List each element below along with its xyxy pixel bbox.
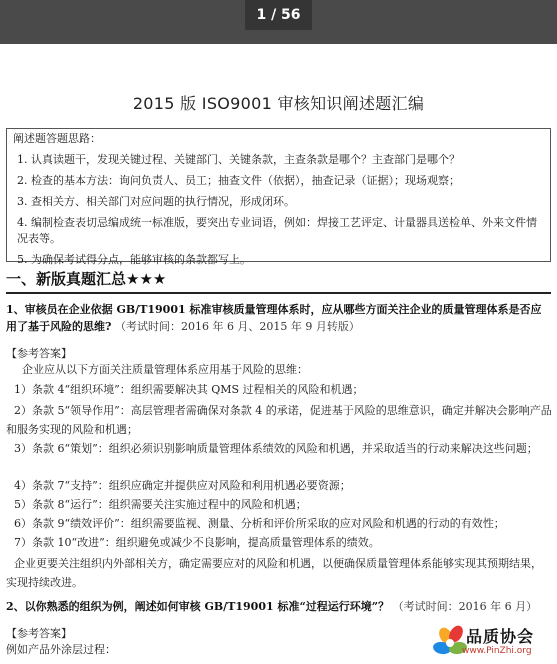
answer-tips-box [6, 128, 551, 266]
answer-tip-item: 3. 查相关方、相关部门对应问题的执行情况，形成闭环。 [17, 195, 295, 208]
answer-1-label: 【参考答案】 [6, 347, 72, 360]
page-counter [245, 0, 312, 30]
page-counter-text: 1 / 56 [256, 7, 301, 23]
answer-1-intro: 企业应从以下方面关注质量管理体系应用基于风险的思维： [22, 363, 308, 376]
question-1-exam-time: （考试时间：2016 年 6 月、2015 年 9 月转版） [114, 320, 360, 333]
answer-1-conclusion: 企业更要关注组织内外部相关方，确定需要应对的风险和机遇，以便确保质量管理体系能够实现其预期结果，实现持续改进。 [6, 557, 542, 589]
answer-tip-item: 1. 认真读题干，发现关键过程、关键部门、关键条款，主查条款是哪个？主查部门是哪个？ [17, 153, 460, 166]
answer-tip-item: 5. 为确保考试得分点，能够审核的条款都写上。 [17, 253, 251, 266]
question-2-exam-time: （考试时间：2016 年 6 月） [392, 600, 538, 613]
answer-1-point: 6）条款 9“绩效评价”：组织需要监视、测量、分析和评价所采取的应对风险和机遇的行动的有效性； [14, 517, 505, 530]
answer-1-point: 2）条款 5“领导作用”：高层管理者需确保对条款 4 的承诺，促进基于风险的思维意识，确定并解决会影响产品和服务实现的风险和机遇； [6, 404, 552, 436]
answer-2-intro: 例如产品外涂层过程： [6, 643, 116, 656]
answer-1-point: 7）条款 10“改进”：组织避免或减少不良影响，提高质量管理体系的绩效。 [14, 536, 380, 549]
question-1-text: 1、审核员在企业依据 GB/T19001 标准审核质量管理体系时，应从哪些方面关注企业的质量管理体系是否应用了基于风险的思维? [6, 303, 542, 333]
answer-1-point: 5）条款 8“运行”：组织需要关注实施过程中的风险和机遇； [14, 498, 307, 511]
document-title: 2015 版 ISO9001 审核知识阐述题汇编 [132, 94, 425, 113]
watermark-text: 品质协会 [466, 627, 535, 646]
question-1 [6, 301, 551, 335]
watermark-url: www.PinZhi.org [462, 646, 532, 656]
section-heading: 一、新版真题汇总★★★ [6, 268, 551, 294]
answer-1-point: 3）条款 6“策划”：组织必须识别影响质量管理体系绩效的风险和机遇，并采取适当的行动来解决这些问题； [14, 442, 538, 455]
answer-2-label: 【参考答案】 [6, 627, 72, 640]
answer-1-point: 1）条款 4“组织环境”：组织需要解决其 QMS 过程相关的风险和机遇； [14, 383, 364, 396]
question-2 [6, 598, 551, 615]
answer-tips-heading: 阐述题答题思路： [13, 132, 101, 145]
answer-1-point: 4）条款 7“支持”：组织应确定并提供应对风险和利用机遇必要资源； [14, 479, 351, 492]
viewer-toolbar [0, 0, 557, 44]
answer-tip-item: 2. 检查的基本方法：询问负责人、员工；抽查文件（依据），抽查记录（证据）；现场观察； [17, 174, 460, 187]
answer-tip-item: 4. 编制检查表切忌编成统一标准版，要突出专业词语，例如：焊接工艺评定、计量器具送检单、外来文件情况表等。 [17, 216, 537, 245]
question-2-text: 2、以你熟悉的组织为例，阐述如何审核 GB/T19001 标准“过程运行环境”？ [6, 600, 390, 613]
